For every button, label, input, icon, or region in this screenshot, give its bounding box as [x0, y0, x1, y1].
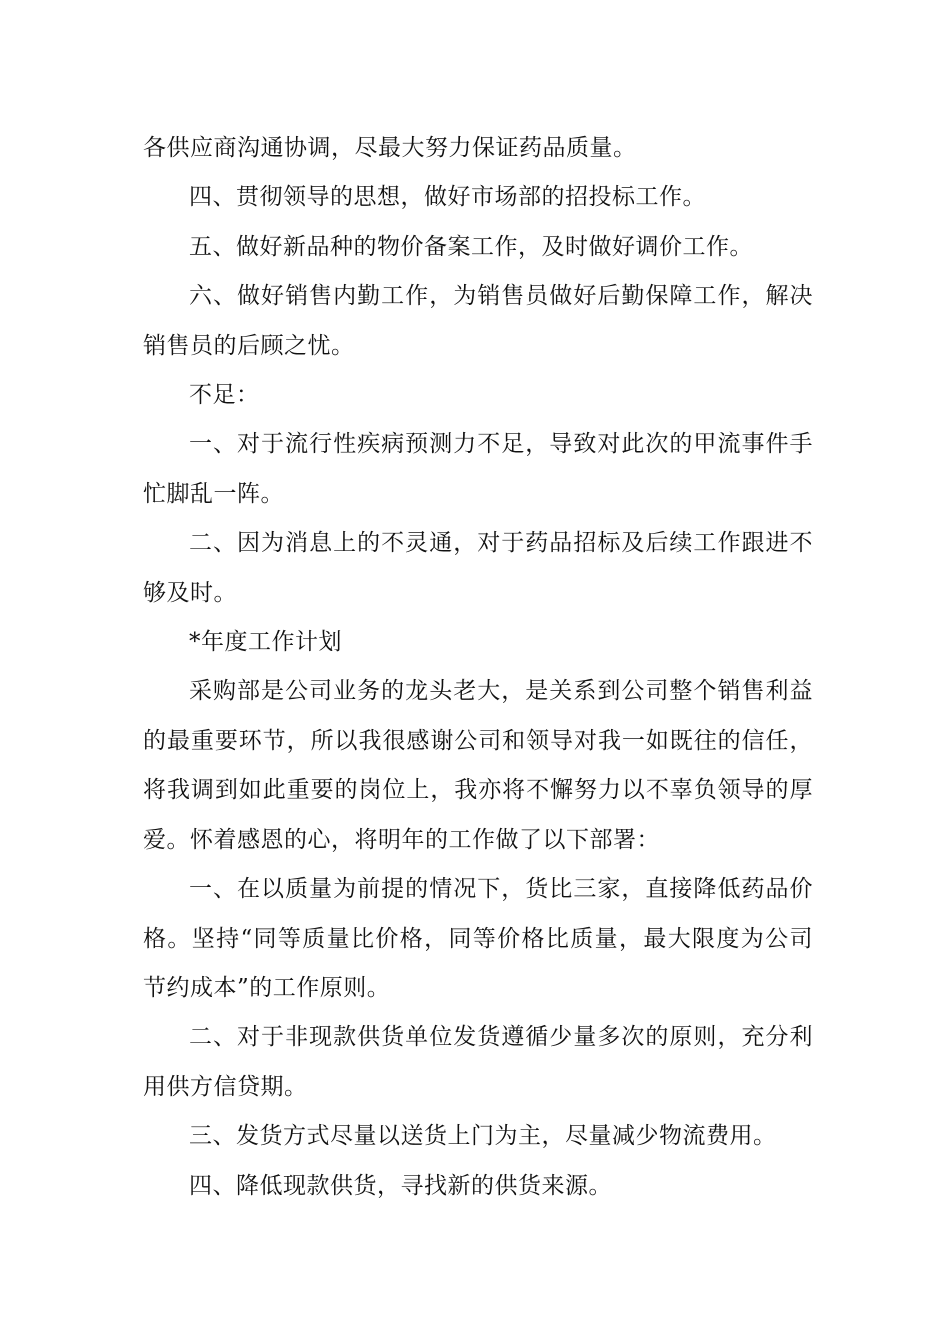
paragraph-shortcoming-two: 二、因为消息上的不灵通，对于药品招标及后续工作跟进不够及时。 — [143, 530, 813, 606]
section-heading-shortcomings: 不足： — [189, 382, 260, 409]
paragraph-continuation: 各供应商沟通协调，尽最大努力保证药品质量。 — [143, 135, 637, 161]
paragraph-item-five: 五、做好新品种的物价备案工作，及时做好调价工作。 — [189, 233, 753, 260]
paragraph-item-four: 四、贯彻领导的思想，做好市场部的招投标工作。 — [189, 184, 706, 211]
section-heading-annual-plan: *年度工作计划 — [189, 629, 342, 656]
paragraph-plan-four: 四、降低现款供货，寻找新的供货来源。 — [189, 1172, 612, 1199]
paragraph-shortcoming-one: 一、对于流行性疾病预测力不足，导致对此次的甲流事件手忙脚乱一阵。 — [143, 431, 813, 507]
paragraph-plan-one: 一、在以质量为前提的情况下，货比三家，直接降低药品价格。坚持“同等质量比价格，同等价格比质量，最大限度为公司节约成本”的工作原则。 — [143, 876, 813, 1001]
paragraph-plan-intro: 采购部是公司业务的龙头老大，是关系到公司整个销售利益的最重要环节，所以我很感谢公司和领导对我一如既往的信任，将我调到如此重要的岗位上，我亦将不懈努力以不辜负领导的厚爱。怀着感恩的心，将明年的工作做了以下部署： — [143, 678, 813, 853]
paragraph-plan-two: 二、对于非现款供货单位发货遵循少量多次的原则，充分利用供方信贷期。 — [143, 1024, 813, 1100]
paragraph-item-six: 六、做好销售内勤工作，为销售员做好后勤保障工作，解决销售员的后顾之忧。 — [143, 283, 813, 359]
paragraph-plan-three: 三、发货方式尽量以送货上门为主，尽量减少物流费用。 — [189, 1123, 777, 1150]
document-body — [143, 124, 813, 1211]
